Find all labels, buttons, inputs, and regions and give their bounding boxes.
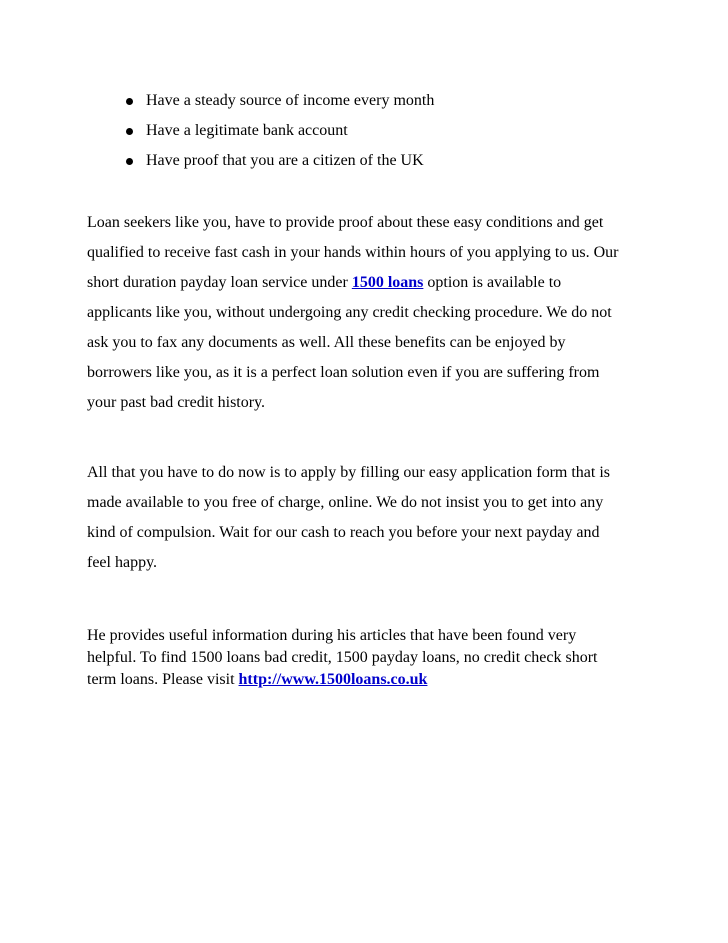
text-line [87, 268, 618, 298]
text-line: qualified to receive fast cash in your hands within hours of you applying to us. Our [87, 244, 619, 261]
text-line: He provides useful information during his articles that have been found very [87, 627, 577, 644]
bullet-icon [126, 158, 133, 165]
text-line: helpful. To find 1500 loans bad credit, 1500 payday loans, no credit check short [87, 649, 598, 666]
requirement-text: Have a legitimate bank account [146, 122, 348, 139]
requirements-list [122, 86, 434, 176]
text-segment: term loans. Please visit [87, 671, 239, 688]
text-segment: short duration payday loan service under [87, 274, 352, 291]
paragraph-apply [87, 458, 610, 578]
text-line: ask you to fax any documents as well. All these benefits can be enjoyed by [87, 334, 566, 351]
list-item [122, 146, 434, 176]
text-line: All that you have to do now is to apply by filling our easy application form that is [87, 464, 611, 481]
paragraph-loan-seekers [87, 208, 618, 418]
text-line: kind of compulsion. Wait for our cash to reach you before your next payday and [87, 524, 600, 541]
text-line: Loan seekers like you, have to provide proof about these easy conditions and get [87, 214, 604, 231]
bullet-icon [126, 128, 133, 135]
text-line: borrowers like you, as it is a perfect loan solution even if you are suffering from [87, 364, 600, 381]
text-line: feel happy. [87, 554, 158, 571]
text-line: your past bad credit history. [87, 394, 266, 411]
text-line: made available to you free of charge, online. We do not insist you to get into any [87, 494, 604, 511]
paragraph-author-info [87, 625, 597, 691]
requirement-text: Have a steady source of income every month [146, 92, 435, 109]
list-item [122, 116, 434, 146]
list-item [122, 86, 434, 116]
text-line [87, 669, 597, 691]
text-segment: option is available to [423, 274, 562, 291]
website-link[interactable]: http://www.1500loans.co.uk [238, 671, 428, 688]
bullet-icon [126, 98, 133, 105]
text-line: applicants like you, without undergoing any credit checking procedure. We do not [87, 304, 612, 321]
requirement-text: Have proof that you are a citizen of the UK [146, 152, 424, 169]
1500-loans-link[interactable]: 1500 loans [351, 274, 424, 291]
